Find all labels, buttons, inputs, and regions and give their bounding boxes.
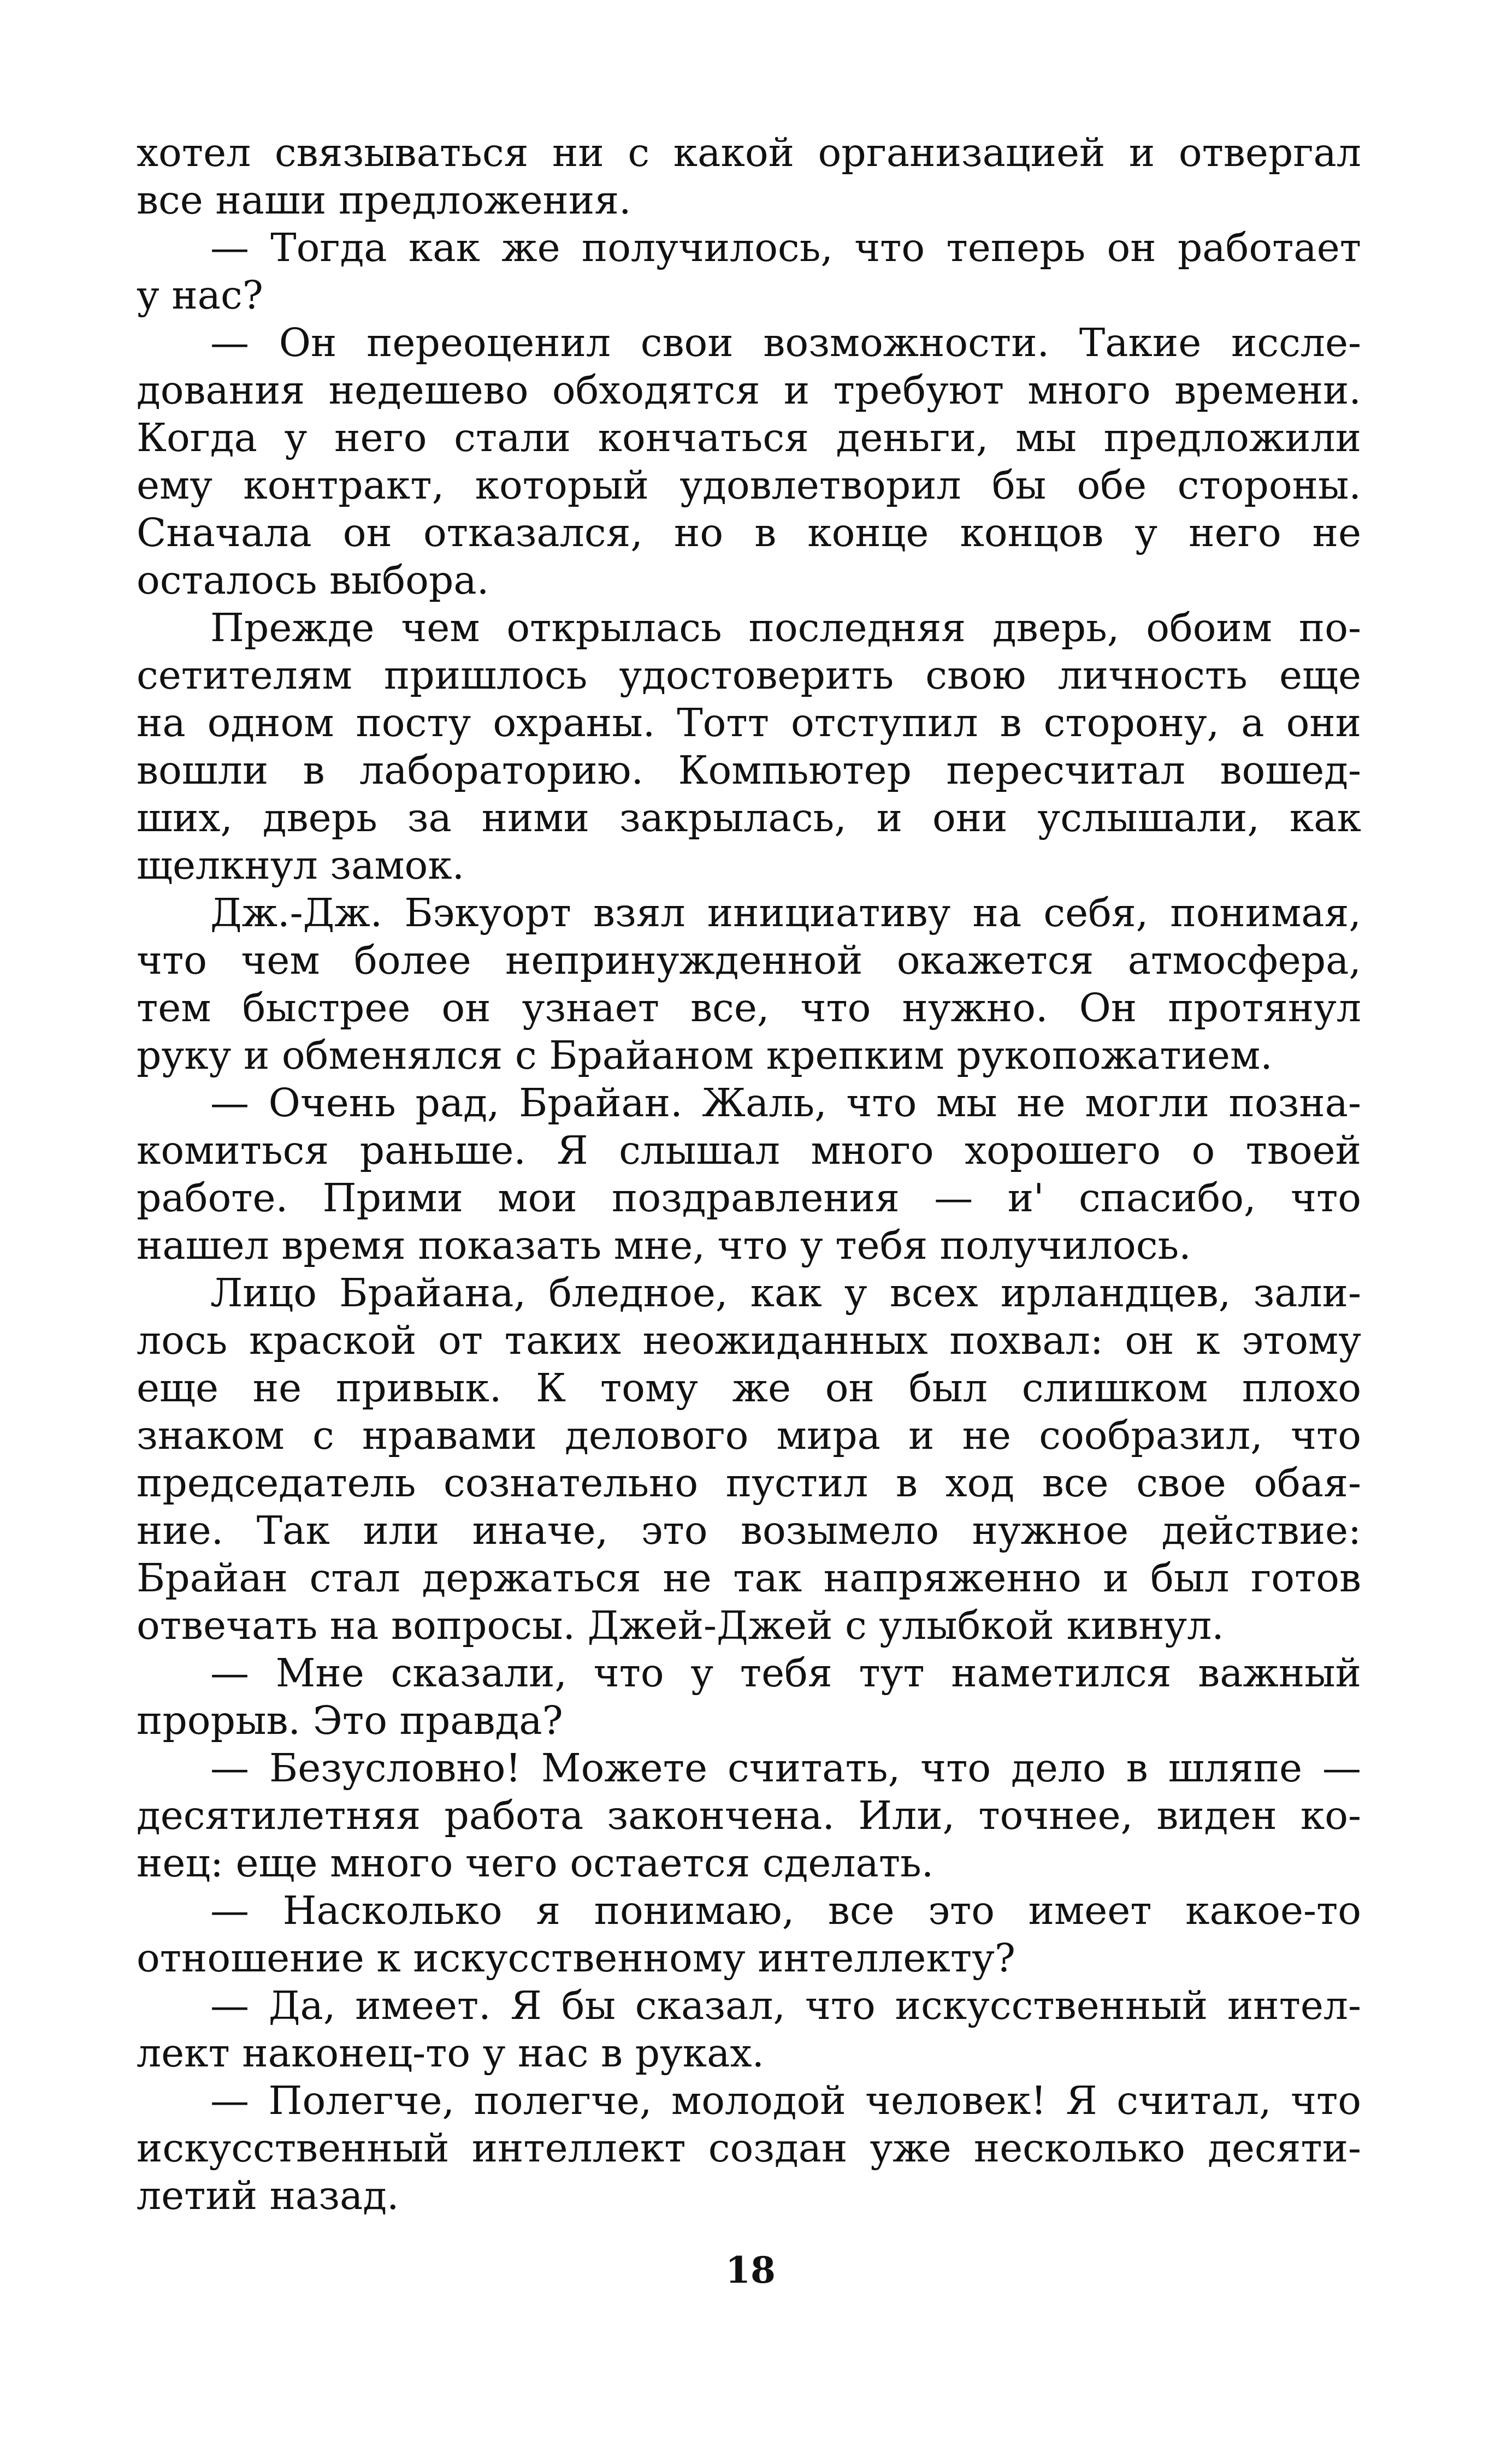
text-line: — Полегче, полегче, молодой человек! Я считал, что [210,2078,1361,2123]
text-line: дования недешево обходятся и требуют много времени. [137,368,1361,413]
text-line: — Мне сказали, что у тебя тут наметился важный [210,1650,1361,1696]
text-line: — Очень рад, Брайан. Жаль, что мы не могли позна- [210,1080,1361,1126]
text-line: искусственный интеллект создан уже несколько десяти- [137,2125,1361,2171]
page-number: 18 [725,2249,776,2291]
text-line: нашел время показать мне, что у тебя получилось. [137,1223,1191,1268]
text-line: ших, дверь за ними закрылась, и они услышали, как [137,795,1361,840]
text-line: Дж.-Дж. Бэкуорт взял инициативу на себя, понимая, [210,890,1361,935]
text-line: вошли в лабораторию. Компьютер пересчитал вошед- [137,748,1361,793]
text-line: десятилетняя работа закончена. Или, точнее, виден ко- [137,1793,1361,1838]
text-line: Когда у него стали кончаться деньги, мы предложили [137,415,1361,460]
text-line: комиться раньше. Я слышал много хорошего о твоей [137,1128,1361,1173]
text-line: отвечать на вопросы. Джей-Джей с улыбкой кивнул. [137,1603,1224,1648]
text-line: сетителям пришлось удостоверить свою личность еще [137,653,1361,698]
text-line: лось краской от таких неожиданных похвал: он к этому [137,1318,1361,1363]
text-line: летий назад. [137,2173,399,2218]
text-line: что чем более непринужденной окажется атмосфера, [137,938,1361,983]
text-line: отношение к искусственному интеллекту? [137,1935,1015,1981]
text-line: нец: еще много чего остается сделать. [137,1840,934,1886]
body-text [137,129,1361,2219]
text-line: Сначала он отказался, но в конце концов у него не [137,510,1361,555]
text-line: прорыв. Это правда? [137,1698,563,1743]
text-line: ние. Так или иначе, это возымело нужное действие: [137,1508,1361,1553]
text-line: еще не привык. К тому же он был слишком плохо [137,1365,1361,1411]
text-line: щелкнул замок. [137,843,465,888]
text-line: на одном посту охраны. Тотт отступил в сторону, а они [137,700,1361,745]
text-line: — Безусловно! Можете считать, что дело в шляпе — [210,1745,1361,1791]
text-line: Прежде чем открылась последняя дверь, обоим по- [210,605,1361,650]
text-line: осталось выбора. [137,558,489,603]
text-line: все наши предложения. [137,177,631,223]
text-line: знаком с нравами делового мира и не сообразил, что [137,1413,1361,1458]
text-line: — Тогда как же получилось, что теперь он работает [210,225,1361,270]
text-line: — Насколько я понимаю, все это имеет какое-то [210,1888,1361,1933]
text-line: у нас? [137,273,263,318]
text-line: — Он переоценил свои возможности. Такие иссле- [210,320,1361,365]
text-line: — Да, имеет. Я бы сказал, что искусственный интел- [210,1983,1361,2028]
page-body [137,129,1361,2219]
text-line: работе. Прими мои поздравления — и' спасибо, что [137,1175,1361,1221]
text-line: руку и обменялся с Брайаном крепким рукопожатием. [137,1033,1273,1078]
text-line: председатель сознательно пустил в ход все свое обая- [137,1460,1361,1506]
text-line: Лицо Брайана, бледное, как у всех ирландцев, зали- [210,1270,1361,1316]
text-line: ему контракт, который удовлетворил бы обе стороны. [137,463,1361,508]
text-line: Брайан стал держаться не так напряженно и был готов [137,1555,1361,1601]
text-line: лект наконец-то у нас в руках. [137,2030,765,2076]
text-line: тем быстрее он узнает все, что нужно. Он протянул [137,985,1361,1030]
text-line: хотел связываться ни с какой организацией и отвергал [137,130,1361,175]
